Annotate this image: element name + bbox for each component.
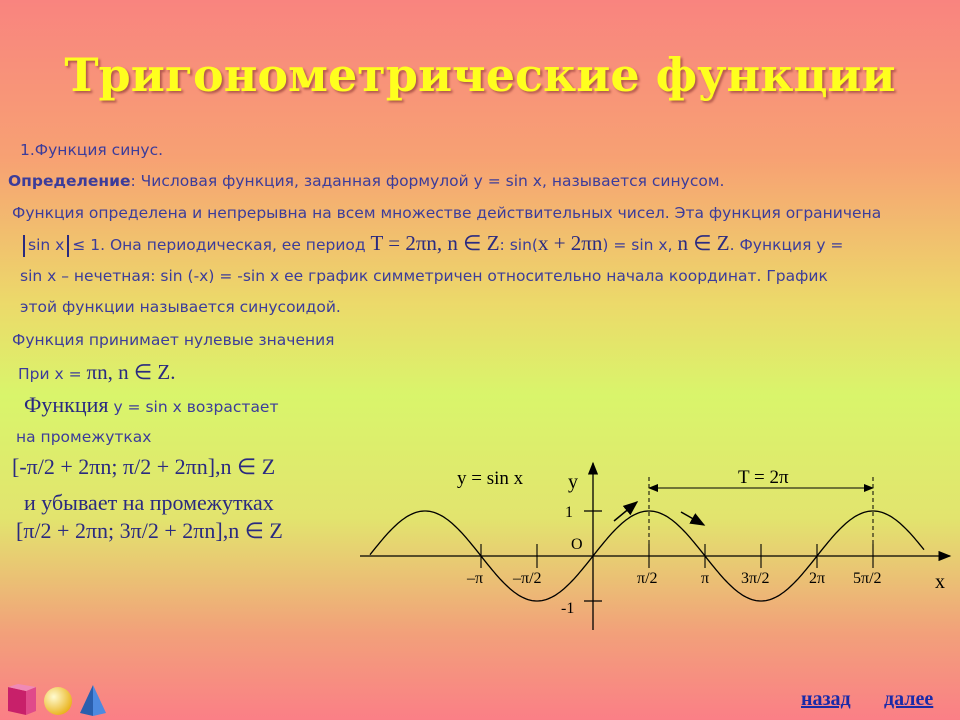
zeros-when <box>18 360 176 385</box>
definition-text: : Числовая функция, заданная формулой y = sin x, называется синусом. <box>130 172 725 190</box>
function-y: . Функция y = <box>729 236 844 254</box>
x-tick-label-4: 3π/2 <box>741 570 770 587</box>
abs-bar-right <box>67 235 69 257</box>
abs-bar-left <box>23 235 25 257</box>
section-heading: 1.Функция синус. <box>20 141 164 159</box>
increase-big: Функция <box>24 392 109 417</box>
book-icon[interactable] <box>4 683 40 717</box>
sin-arg: x + 2πn <box>537 231 603 255</box>
pyramid-icon[interactable] <box>78 683 108 717</box>
x-tick-label-6: 5π/2 <box>853 570 882 587</box>
x-tick-label-1: –π/2 <box>513 570 542 587</box>
decrease-text: и убывает на промежутках <box>24 490 274 515</box>
sine-graph <box>360 455 960 635</box>
paragraph-line-5: sin x – нечетная: sin (-x) = -sin x ее график симметричен относительно начала координат. График <box>20 267 828 285</box>
y-one-label: 1 <box>565 504 573 521</box>
zeros-text: Функция принимает нулевые значения <box>12 331 335 349</box>
period-label: T = 2π <box>738 467 789 488</box>
x-tick-label-0: –π <box>467 570 484 587</box>
increase-line <box>24 392 279 418</box>
x-tick-label-5: 2π <box>809 570 826 587</box>
x-axis-label: x <box>935 571 945 593</box>
back-link[interactable]: назад <box>801 688 851 710</box>
decrease-arrow <box>681 512 704 525</box>
paragraph-line-3: Функция определена и непрерывна на всем множестве действительных чисел. Эта функция ограничена <box>12 204 882 222</box>
y-axis-label: y <box>568 471 578 493</box>
increase-interval: [-π/2 + 2πn; π/2 + 2πn],n ∈ Z <box>12 454 276 479</box>
increase-interval-label: на промежутках <box>16 428 152 446</box>
increase-arrow <box>614 502 637 521</box>
x-tick-label-3: π <box>701 570 710 587</box>
abs-sin: sin x <box>28 236 65 254</box>
next-link[interactable]: далее <box>884 688 934 710</box>
definition-line <box>8 172 724 190</box>
sin-close: ) = sin x, <box>602 236 678 254</box>
function-label: y = sin x <box>457 468 524 489</box>
n-in-z: n ∈ Z <box>677 231 730 255</box>
increase-small: y = sin x возрастает <box>108 398 279 416</box>
zeros-when-label: При x = <box>18 365 87 383</box>
page-title: Тригонометрические функции <box>64 48 896 102</box>
sin-open: : sin( <box>499 236 538 254</box>
paragraph-line-4 <box>20 231 843 257</box>
x-tick-label-2: π/2 <box>637 570 658 587</box>
origin-label: O <box>571 536 583 553</box>
period-formula: T = 2πn, n ∈ Z <box>370 231 500 255</box>
decrease-interval: [π/2 + 2πn; 3π/2 + 2πn],n ∈ Z <box>16 518 283 543</box>
sphere-icon[interactable] <box>42 685 74 717</box>
paragraph-line-6: этой функции называется синусоидой. <box>20 298 341 316</box>
definition-label: Определение <box>8 172 131 190</box>
y-minus-one-label: -1 <box>561 600 575 617</box>
zeros-when-math: πn, n ∈ Z. <box>86 360 176 384</box>
period-text: ≤ 1. Она периодическая, ее период <box>72 236 371 254</box>
